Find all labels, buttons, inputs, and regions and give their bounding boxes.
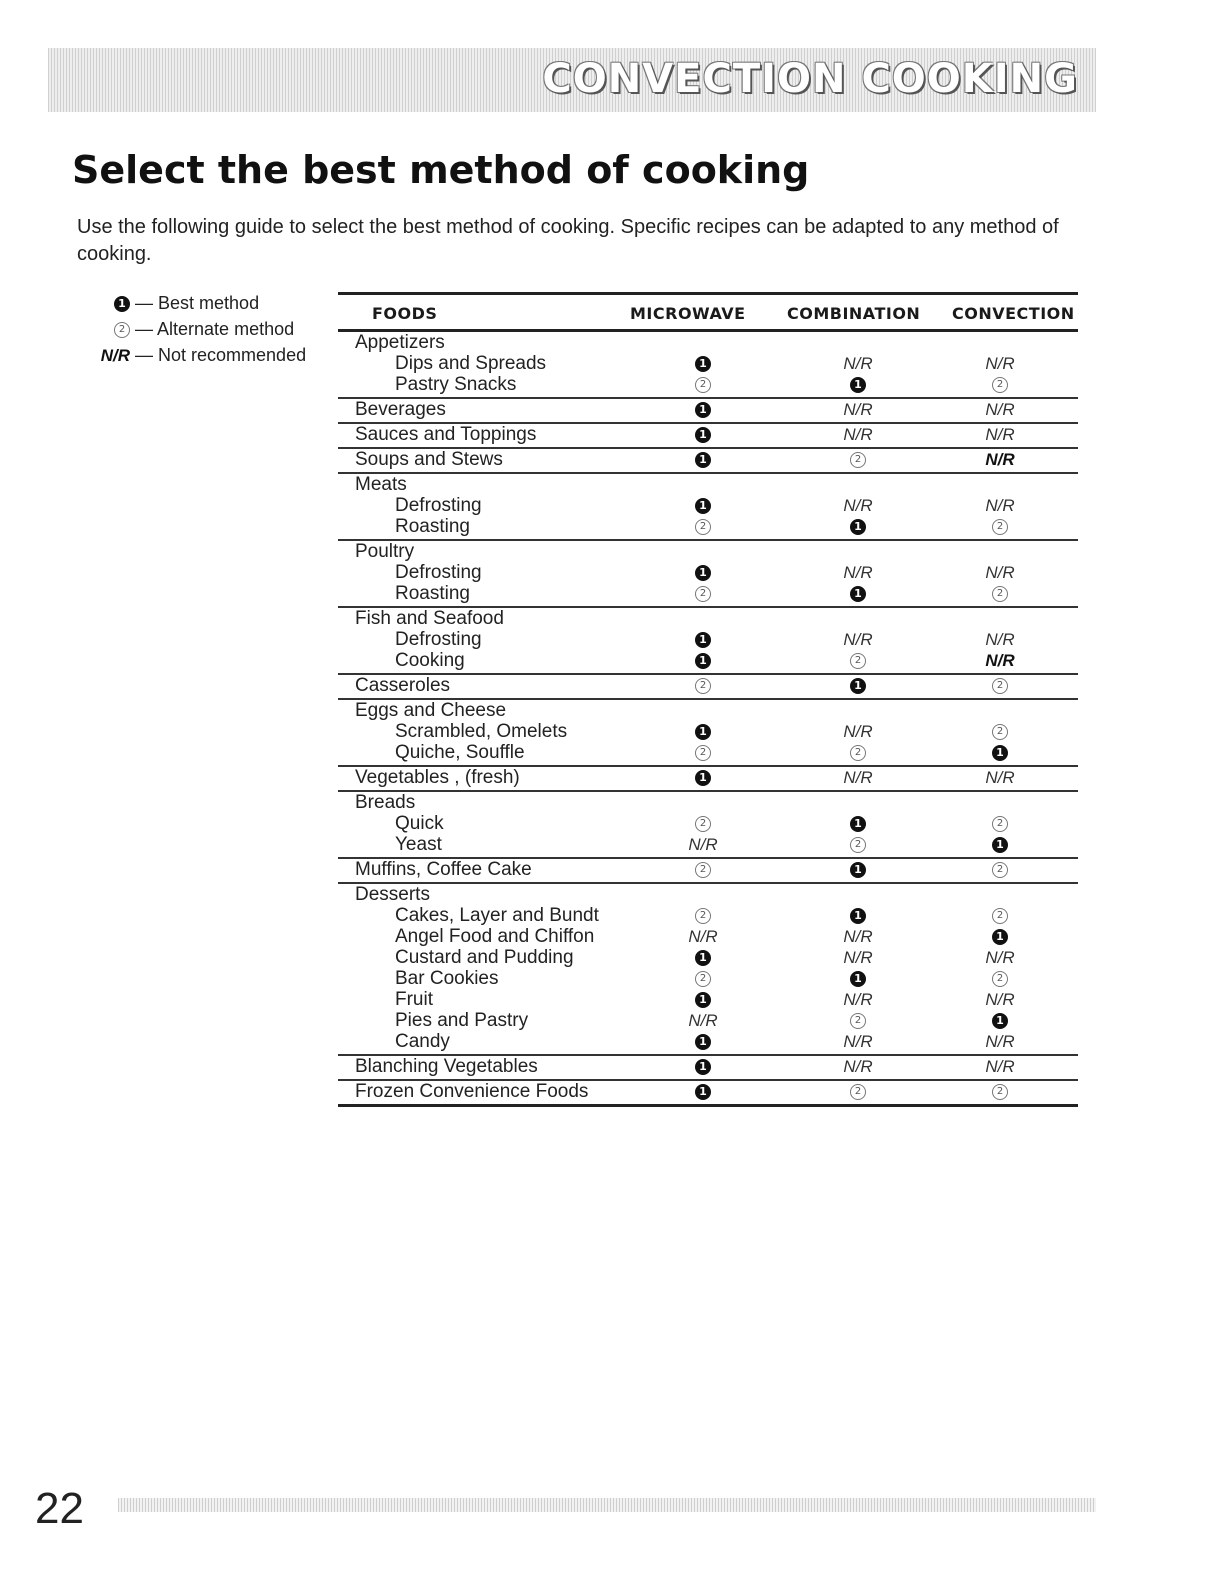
combination-rating: [828, 1056, 888, 1077]
header-combination: COMBINATION: [787, 304, 921, 323]
not-recommended-symbol: N/R: [843, 425, 873, 444]
best-method-icon: 1: [695, 1059, 711, 1075]
best-method-icon: 1: [695, 770, 711, 786]
cooking-method-table: [338, 292, 1078, 1107]
combination-rating: [828, 675, 888, 696]
combination-rating: [828, 947, 888, 968]
microwave-rating: [673, 516, 733, 537]
alternate-method-icon: 2: [695, 971, 711, 987]
combination-rating: [828, 629, 888, 650]
microwave-rating: [673, 859, 733, 880]
table-row: [338, 792, 1078, 813]
best-method-icon: 1: [695, 1084, 711, 1100]
section-banner: [48, 48, 1096, 112]
best-method-icon: 1: [992, 929, 1008, 945]
combination-rating: [828, 374, 888, 395]
combination-rating: [828, 1031, 888, 1052]
intro-text: Use the following guide to select the best method of cooking. Specific recipes can be adapted to any method of cooking.: [77, 216, 1059, 265]
food-category-label: Sauces and Toppings: [355, 424, 537, 445]
microwave-rating: [673, 813, 733, 834]
best-method-icon: 1: [850, 816, 866, 832]
not-recommended-symbol: N/R: [688, 835, 718, 854]
best-method-icon: 1: [850, 971, 866, 987]
convection-rating: [970, 1031, 1030, 1052]
combination-rating: [828, 742, 888, 763]
best-method-icon: 1: [850, 678, 866, 694]
not-recommended-symbol: N/R: [985, 1057, 1015, 1076]
legend-text: — Not recommended: [135, 345, 307, 365]
combination-rating: [828, 767, 888, 788]
convection-rating: [970, 1010, 1030, 1031]
food-item-label: Fruit: [395, 989, 433, 1010]
food-group: [338, 608, 1078, 675]
food-category-label: Blanching Vegetables: [355, 1056, 538, 1077]
best-method-icon: 1: [850, 586, 866, 602]
best-method-icon: 1: [695, 992, 711, 1008]
alternate-method-icon: 2: [992, 377, 1008, 393]
microwave-rating: [673, 675, 733, 696]
best-method-icon: 1: [850, 519, 866, 535]
convection-rating: [970, 516, 1030, 537]
food-category-label: Appetizers: [355, 332, 445, 353]
table-row: [338, 353, 1078, 374]
convection-rating: [970, 834, 1030, 855]
convection-rating: [970, 1056, 1030, 1077]
food-group: [338, 474, 1078, 541]
not-recommended-symbol: N/R: [688, 1011, 718, 1030]
food-group: [338, 1056, 1078, 1081]
best-method-icon: 1: [695, 452, 711, 468]
alternate-method-icon: 2: [695, 377, 711, 393]
convection-rating: [970, 675, 1030, 696]
table-row: [338, 562, 1078, 583]
microwave-rating: [673, 1010, 733, 1031]
best-method-icon: 1: [992, 837, 1008, 853]
table-row: [338, 1056, 1078, 1077]
table-row: [338, 1081, 1078, 1102]
microwave-rating: [673, 721, 733, 742]
alternate-method-icon: 2: [114, 322, 130, 338]
not-recommended-symbol: N/R: [985, 651, 1015, 670]
microwave-rating: [673, 424, 733, 445]
table-row: [338, 424, 1078, 445]
microwave-rating: [673, 742, 733, 763]
table-row: [338, 700, 1078, 721]
convection-rating: [970, 449, 1030, 470]
page-number: 22: [35, 1484, 84, 1533]
food-group: [338, 332, 1078, 399]
table-row: [338, 495, 1078, 516]
alternate-method-icon: 2: [695, 816, 711, 832]
legend-row-best: [60, 290, 310, 316]
not-recommended-symbol: N/R: [843, 630, 873, 649]
table-row: [338, 947, 1078, 968]
best-method-icon: 1: [850, 862, 866, 878]
food-group: [338, 792, 1078, 859]
combination-rating: [828, 721, 888, 742]
microwave-rating: [673, 1031, 733, 1052]
food-category-label: Poultry: [355, 541, 415, 562]
best-method-icon: 1: [695, 653, 711, 669]
table-row: [338, 332, 1078, 353]
food-category-label: Desserts: [355, 884, 430, 905]
legend-text: — Alternate method: [135, 319, 295, 339]
food-group: [338, 675, 1078, 700]
convection-rating: [970, 374, 1030, 395]
food-group: [338, 1081, 1078, 1107]
alternate-method-icon: 2: [695, 519, 711, 535]
food-group: [338, 424, 1078, 449]
table-row: [338, 516, 1078, 537]
convection-rating: [970, 926, 1030, 947]
convection-rating: [970, 629, 1030, 650]
not-recommended-symbol: N/R: [843, 768, 873, 787]
best-method-icon: 1: [992, 1013, 1008, 1029]
not-recommended-symbol: N/R: [843, 927, 873, 946]
table-header: [338, 292, 1078, 332]
table-row: [338, 541, 1078, 562]
food-item-label: Pastry Snacks: [395, 374, 517, 395]
microwave-rating: [673, 947, 733, 968]
alternate-method-icon: 2: [850, 1013, 866, 1029]
microwave-rating: [673, 1056, 733, 1077]
convection-rating: [970, 742, 1030, 763]
microwave-rating: [673, 353, 733, 374]
combination-rating: [828, 399, 888, 420]
food-category-label: Beverages: [355, 399, 446, 420]
table-row: [338, 608, 1078, 629]
not-recommended-symbol: N/R: [985, 400, 1015, 419]
table-row: [338, 813, 1078, 834]
best-method-icon: 1: [695, 565, 711, 581]
food-item-label: Quiche, Souffle: [395, 742, 525, 763]
convection-rating: [970, 859, 1030, 880]
best-method-icon: 1: [114, 296, 130, 312]
not-recommended-symbol: N/R: [843, 948, 873, 967]
convection-rating: [970, 650, 1030, 671]
not-recommended-symbol: N/R: [985, 425, 1015, 444]
alternate-method-icon: 2: [695, 678, 711, 694]
food-category-label: Meats: [355, 474, 407, 495]
not-recommended-symbol: N/R: [985, 354, 1015, 373]
microwave-rating: [673, 495, 733, 516]
food-category-label: Soups and Stews: [355, 449, 503, 470]
microwave-rating: [673, 583, 733, 604]
not-recommended-symbol: N/R: [985, 990, 1015, 1009]
combination-rating: [828, 562, 888, 583]
food-item-label: Defrosting: [395, 495, 482, 516]
table-row: [338, 834, 1078, 855]
legend: [60, 290, 310, 368]
header-microwave: MICROWAVE: [630, 304, 746, 323]
food-item-label: Quick: [395, 813, 444, 834]
alternate-method-icon: 2: [992, 724, 1008, 740]
best-method-icon: 1: [850, 908, 866, 924]
food-group: [338, 767, 1078, 792]
table-body: [338, 332, 1078, 1107]
not-recommended-symbol: N/R: [843, 400, 873, 419]
food-group: [338, 700, 1078, 767]
food-category-label: Muffins, Coffee Cake: [355, 859, 532, 880]
best-method-icon: 1: [695, 427, 711, 443]
food-category-label: Vegetables , (fresh): [355, 767, 520, 788]
food-category-label: Breads: [355, 792, 416, 813]
legend-row-alternate: [60, 316, 310, 342]
alternate-method-icon: 2: [850, 1084, 866, 1100]
alternate-method-icon: 2: [695, 862, 711, 878]
best-method-icon: 1: [695, 402, 711, 418]
food-item-label: Cakes, Layer and Bundt: [395, 905, 599, 926]
table-row: [338, 449, 1078, 470]
alternate-method-icon: 2: [992, 862, 1008, 878]
table-row: [338, 926, 1078, 947]
page-title: Select the best method of cooking: [72, 148, 810, 192]
food-item-label: Yeast: [395, 834, 442, 855]
combination-rating: [828, 968, 888, 989]
alternate-method-icon: 2: [992, 519, 1008, 535]
convection-rating: [970, 353, 1030, 374]
microwave-rating: [673, 905, 733, 926]
food-item-label: Angel Food and Chiffon: [395, 926, 595, 947]
food-item-label: Pies and Pastry: [395, 1010, 529, 1031]
table-row: [338, 859, 1078, 880]
combination-rating: [828, 834, 888, 855]
food-group: [338, 859, 1078, 884]
legend-row-not-recommended: [60, 342, 310, 368]
not-recommended-symbol: N/R: [843, 990, 873, 1009]
convection-rating: [970, 562, 1030, 583]
convection-rating: [970, 495, 1030, 516]
table-row: [338, 399, 1078, 420]
microwave-rating: [673, 926, 733, 947]
food-group: [338, 884, 1078, 1056]
not-recommended-symbol: N/R: [843, 1032, 873, 1051]
alternate-method-icon: 2: [850, 452, 866, 468]
not-recommended-symbol: N/R: [985, 630, 1015, 649]
not-recommended-symbol: N/R: [843, 496, 873, 515]
combination-rating: [828, 449, 888, 470]
combination-rating: [828, 650, 888, 671]
convection-rating: [970, 1081, 1030, 1102]
not-recommended-symbol: N/R: [843, 722, 873, 741]
combination-rating: [828, 1010, 888, 1031]
alternate-method-icon: 2: [850, 653, 866, 669]
convection-rating: [970, 721, 1030, 742]
not-recommended-symbol: N/R: [843, 563, 873, 582]
table-row: [338, 989, 1078, 1010]
food-item-label: Roasting: [395, 516, 470, 537]
best-method-icon: 1: [695, 1034, 711, 1050]
microwave-rating: [673, 1081, 733, 1102]
not-recommended-symbol: N/R: [843, 1057, 873, 1076]
food-item-label: Roasting: [395, 583, 470, 604]
not-recommended-symbol: N/R: [688, 927, 718, 946]
convection-rating: [970, 947, 1030, 968]
food-item-label: Defrosting: [395, 562, 482, 583]
combination-rating: [828, 424, 888, 445]
table-row: [338, 374, 1078, 395]
alternate-method-icon: 2: [695, 908, 711, 924]
food-group: [338, 541, 1078, 608]
table-row: [338, 742, 1078, 763]
table-row: [338, 1031, 1078, 1052]
section-title: CONVECTION COOKING: [542, 56, 1078, 102]
footer-band: [118, 1498, 1096, 1512]
not-recommended-symbol: N/R: [985, 1032, 1015, 1051]
microwave-rating: [673, 374, 733, 395]
combination-rating: [828, 516, 888, 537]
table-row: [338, 583, 1078, 604]
convection-rating: [970, 813, 1030, 834]
not-recommended-symbol: N/R: [100, 346, 130, 365]
microwave-rating: [673, 629, 733, 650]
combination-rating: [828, 353, 888, 374]
convection-rating: [970, 989, 1030, 1010]
table-row: [338, 1010, 1078, 1031]
food-category-label: Casseroles: [355, 675, 451, 696]
combination-rating: [828, 583, 888, 604]
convection-rating: [970, 767, 1030, 788]
best-method-icon: 1: [695, 632, 711, 648]
alternate-method-icon: 2: [992, 971, 1008, 987]
food-item-label: Bar Cookies: [395, 968, 499, 989]
convection-rating: [970, 905, 1030, 926]
not-recommended-symbol: N/R: [985, 450, 1015, 469]
microwave-rating: [673, 968, 733, 989]
table-row: [338, 968, 1078, 989]
best-method-icon: 1: [695, 950, 711, 966]
alternate-method-icon: 2: [992, 1084, 1008, 1100]
food-item-label: Dips and Spreads: [395, 353, 547, 374]
combination-rating: [828, 1081, 888, 1102]
food-item-label: Defrosting: [395, 629, 482, 650]
food-item-label: Scrambled, Omelets: [395, 721, 568, 742]
convection-rating: [970, 583, 1030, 604]
table-row: [338, 721, 1078, 742]
food-item-label: Cooking: [395, 650, 465, 671]
alternate-method-icon: 2: [695, 586, 711, 602]
not-recommended-symbol: N/R: [985, 948, 1015, 967]
best-method-icon: 1: [850, 377, 866, 393]
combination-rating: [828, 859, 888, 880]
food-item-label: Custard and Pudding: [395, 947, 574, 968]
not-recommended-symbol: N/R: [985, 563, 1015, 582]
microwave-rating: [673, 834, 733, 855]
table-row: [338, 474, 1078, 495]
microwave-rating: [673, 989, 733, 1010]
convection-rating: [970, 968, 1030, 989]
microwave-rating: [673, 399, 733, 420]
microwave-rating: [673, 650, 733, 671]
table-row: [338, 767, 1078, 788]
combination-rating: [828, 905, 888, 926]
microwave-rating: [673, 767, 733, 788]
combination-rating: [828, 495, 888, 516]
combination-rating: [828, 989, 888, 1010]
table-row: [338, 884, 1078, 905]
food-category-label: Eggs and Cheese: [355, 700, 507, 721]
best-method-icon: 1: [695, 724, 711, 740]
food-group: [338, 399, 1078, 424]
alternate-method-icon: 2: [992, 678, 1008, 694]
not-recommended-symbol: N/R: [985, 768, 1015, 787]
microwave-rating: [673, 449, 733, 470]
header-foods: FOODS: [372, 304, 438, 323]
alternate-method-icon: 2: [992, 908, 1008, 924]
alternate-method-icon: 2: [992, 586, 1008, 602]
microwave-rating: [673, 562, 733, 583]
best-method-icon: 1: [695, 356, 711, 372]
food-category-label: Frozen Convenience Foods: [355, 1081, 589, 1102]
food-item-label: Candy: [395, 1031, 450, 1052]
food-category-label: Fish and Seafood: [355, 608, 504, 629]
table-row: [338, 675, 1078, 696]
combination-rating: [828, 926, 888, 947]
convection-rating: [970, 424, 1030, 445]
table-row: [338, 629, 1078, 650]
alternate-method-icon: 2: [850, 745, 866, 761]
legend-text: — Best method: [135, 293, 260, 313]
best-method-icon: 1: [695, 498, 711, 514]
alternate-method-icon: 2: [992, 816, 1008, 832]
alternate-method-icon: 2: [850, 837, 866, 853]
table-row: [338, 650, 1078, 671]
not-recommended-symbol: N/R: [985, 496, 1015, 515]
not-recommended-symbol: N/R: [843, 354, 873, 373]
convection-rating: [970, 399, 1030, 420]
alternate-method-icon: 2: [695, 745, 711, 761]
best-method-icon: 1: [992, 745, 1008, 761]
combination-rating: [828, 813, 888, 834]
table-row: [338, 905, 1078, 926]
header-convection: CONVECTION: [952, 304, 1075, 323]
food-group: [338, 449, 1078, 474]
